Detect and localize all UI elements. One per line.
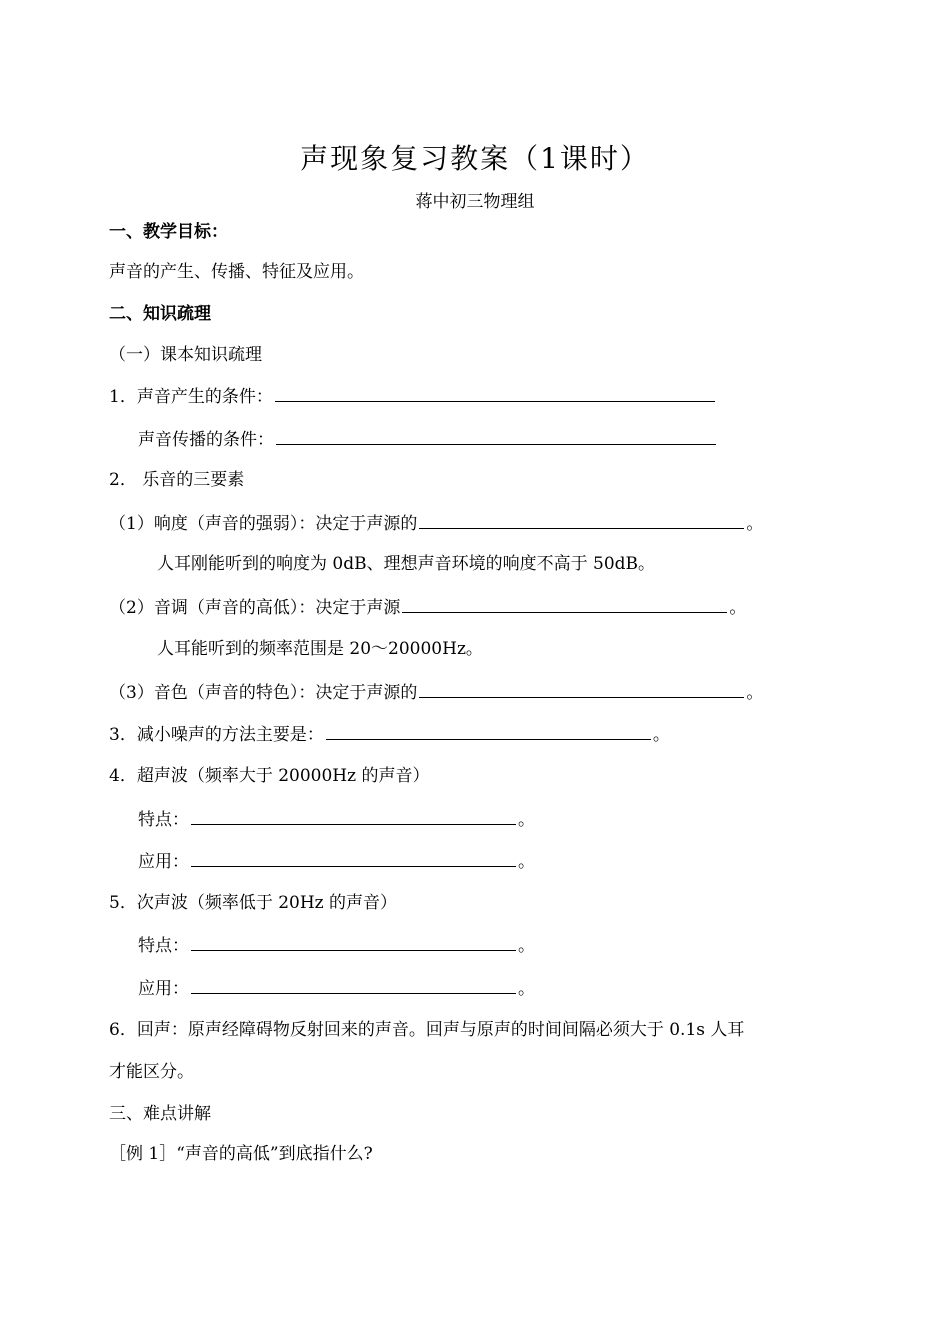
- item-4-application: [138, 850, 535, 873]
- item-1-production: [109, 385, 717, 408]
- item-2-timbre-label: （3）音色（声音的特色）：决定于声源的: [109, 683, 418, 703]
- fill-blank[interactable]: [191, 808, 516, 825]
- item-3-noise-label: 3．减小噪声的方法主要是：: [109, 725, 324, 745]
- item-2-timbre: [109, 681, 763, 704]
- item-3-noise: [109, 723, 670, 746]
- item-2-pitch-label: （2）音调（声音的高低）：决定于声源: [109, 598, 401, 618]
- period: 。: [746, 683, 764, 703]
- feature-label: 特点：: [138, 810, 189, 830]
- fill-blank[interactable]: [191, 850, 516, 867]
- item-5-infrasound: 5．次声波（频率低于 20Hz 的声音）: [109, 893, 398, 913]
- period: 。: [746, 514, 764, 534]
- item-1-production-label: 1．声音产生的条件：: [109, 387, 273, 407]
- item-5-feature: [138, 934, 535, 957]
- section-2-heading: 二、知识疏理: [109, 304, 211, 324]
- period: 。: [518, 852, 535, 872]
- fill-blank[interactable]: [419, 681, 744, 698]
- item-2-loudness: [109, 512, 763, 535]
- application-label: 应用：: [138, 852, 189, 872]
- application-label: 应用：: [138, 979, 189, 999]
- item-6-echo: 6．回声：原声经障碍物反射回来的声音。回声与原声的时间间隔必须大于 0.1s 人耳: [109, 1020, 745, 1040]
- fill-blank[interactable]: [275, 385, 715, 402]
- fill-blank[interactable]: [191, 934, 516, 951]
- example-1: ［例 1］“声音的高低”到底指什么?: [109, 1144, 373, 1164]
- item-2-loudness-note: 人耳刚能听到的响度为 0dB、理想声音环境的响度不高于 50dB。: [157, 554, 656, 574]
- feature-label: 特点：: [138, 936, 189, 956]
- period: 。: [518, 810, 535, 830]
- fill-blank[interactable]: [326, 723, 651, 740]
- item-2-pitch-note: 人耳能听到的频率范围是 20～20000Hz。: [157, 639, 483, 659]
- item-4-feature: [138, 808, 535, 831]
- item-5-application: [138, 977, 535, 1000]
- item-6-echo-cont: 才能区分。: [109, 1062, 194, 1082]
- page-title: 声现象复习教案（1课时）: [300, 142, 650, 175]
- section-3-heading: 三、难点讲解: [109, 1104, 211, 1124]
- author-line: 蒋中初三物理组: [415, 192, 535, 212]
- item-1-propagation: [138, 428, 718, 451]
- item-2-pitch: [109, 596, 746, 619]
- section-1-text: 声音的产生、传播、特征及应用。: [109, 262, 364, 282]
- fill-blank[interactable]: [402, 596, 727, 613]
- period: 。: [518, 936, 535, 956]
- period: 。: [518, 979, 535, 999]
- item-2-heading: 2． 乐音的三要素: [109, 470, 245, 490]
- fill-blank[interactable]: [419, 512, 744, 529]
- section-2-subheading: （一）课本知识疏理: [109, 345, 262, 365]
- item-2-loudness-label: （1）响度（声音的强弱）：决定于声源的: [109, 514, 418, 534]
- period: 。: [652, 725, 670, 745]
- period: 。: [729, 598, 747, 618]
- fill-blank[interactable]: [191, 977, 516, 994]
- item-4-ultrasound: 4．超声波（频率大于 20000Hz 的声音）: [109, 766, 430, 786]
- item-1-propagation-label: 声音传播的条件：: [138, 430, 274, 450]
- section-1-heading: 一、教学目标：: [109, 222, 228, 242]
- fill-blank[interactable]: [276, 428, 716, 445]
